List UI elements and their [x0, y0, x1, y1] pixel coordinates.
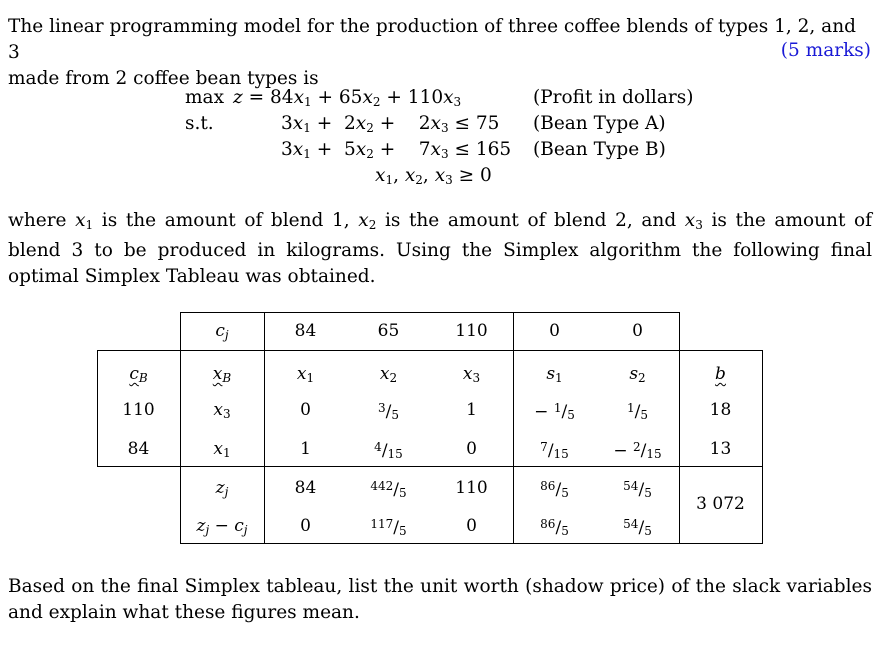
header-xb: $x_B$ — [212, 364, 232, 385]
cj-x1: 84 — [294, 321, 317, 341]
constraint-2-note: (Bean Type B) — [533, 139, 666, 160]
row1-x2: $^3/_5$ — [377, 401, 399, 422]
cj-x3: 110 — [455, 321, 488, 341]
constraint-2: $3x_1 + 5x_2$ + $7x_3 \le 165$ — [281, 139, 512, 161]
header-cb: $c_B$ — [129, 364, 148, 385]
st-label: s.t. — [185, 113, 214, 134]
row1-s2: $^1/_5$ — [626, 401, 648, 422]
zjcj-x3: 0 — [466, 516, 477, 536]
row2-cb: 84 — [127, 439, 150, 459]
row2-b: 13 — [709, 439, 732, 459]
zjcj-x1: 0 — [300, 516, 311, 536]
zjcj-s1: $^{86}/_5$ — [540, 517, 569, 538]
intro-line-1: The linear programming model for the production of three coffee blends of types 1, 2, and 3 — [8, 16, 856, 63]
cj-s1: 0 — [549, 321, 560, 341]
zj-s1: $^{86}/_5$ — [540, 479, 569, 500]
row2-s2: − $^2/_{15}$ — [613, 440, 662, 461]
header-s2: $s_2$ — [629, 364, 646, 385]
header-x1: $x_1$ — [296, 364, 315, 385]
row1-b: 18 — [709, 400, 732, 420]
constraint-1: $3x_1 + 2x_2$ + $2x_3 \le 75$ — [281, 113, 500, 135]
lp-model — [185, 85, 745, 195]
row1-x1: 0 — [300, 400, 311, 420]
zjcj-x2: $^{117}/_5$ — [370, 517, 407, 538]
cj-s2: 0 — [632, 321, 643, 341]
row2-xb: $x_1$ — [213, 439, 231, 460]
cj-label: $c_j$ — [215, 321, 229, 342]
constraint-1-note: (Bean Type A) — [533, 113, 666, 134]
header-x3: $x_3$ — [462, 364, 481, 385]
zj-s2: $^{54}/_5$ — [623, 479, 652, 500]
zjcj-s2: $^{54}/_5$ — [623, 517, 652, 538]
row1-s1: − $^1/_5$ — [534, 401, 575, 422]
row2-s1: $^7/_{15}$ — [540, 440, 569, 461]
z-value: 3 072 — [696, 494, 745, 514]
objective-note: (Profit in dollars) — [533, 87, 694, 108]
cj-x2: 65 — [377, 321, 400, 341]
row1-x3: 1 — [466, 400, 477, 420]
row2-x1: 1 — [300, 439, 311, 459]
objective-function: $z = 84x_1 + 65x_2 + 110x_3$ — [233, 87, 462, 109]
nonnegativity: $x_1$, $x_2$, $x_3 \ge 0$ — [375, 165, 492, 187]
marks-label: (5 marks) — [780, 40, 871, 61]
where-text: where $x_1$ is the amount of blend 1, $x_2$ is the amount of blend 2, and $x_3$ is the amount of blend 3 to be produced in kilograms. Using the Simplex algorithm the following final optimal Simplex Tableau was obtained. — [8, 210, 872, 287]
zj-x2: $^{442}/_5$ — [370, 479, 407, 500]
zjcj-label: $z_j - c_j$ — [196, 516, 248, 537]
row1-xb: $x_3$ — [213, 400, 231, 421]
question-text: Based on the final Simplex tableau, list the unit worth (shadow price) of the slack variables and explain what these figures mean. — [8, 576, 872, 623]
header-b: b — [715, 364, 726, 384]
max-label: max — [185, 87, 225, 108]
zj-label: $z_j$ — [215, 478, 229, 499]
intro-text — [8, 14, 872, 92]
row2-x3: 0 — [466, 439, 477, 459]
zj-x1: 84 — [294, 478, 317, 498]
header-x2: $x_2$ — [379, 364, 398, 385]
row1-cb: 110 — [122, 400, 155, 420]
row2-x2: $^4/_{15}$ — [374, 440, 403, 461]
intro-line-2: made from 2 coffee bean types is — [8, 68, 319, 89]
zj-x3: 110 — [455, 478, 488, 498]
header-s1: $s_1$ — [546, 364, 563, 385]
